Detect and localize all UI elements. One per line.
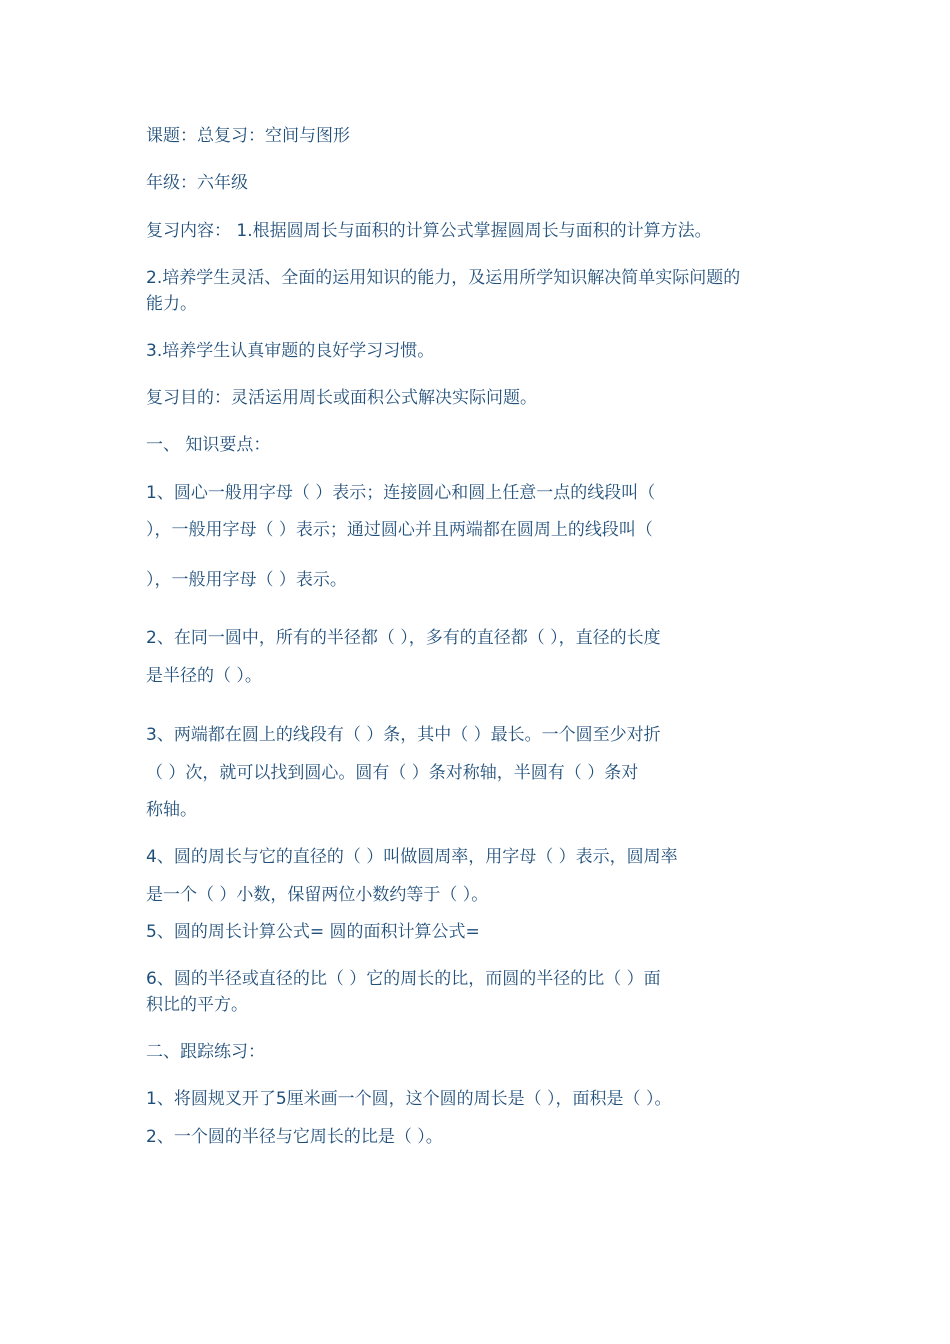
section-heading-knowledge: 一、 知识要点：	[146, 435, 271, 455]
question-2-line-1: 2、在同一圆中，所有的半径都（ ），多有的直径都（ ），直径的长度	[146, 628, 661, 648]
practice-2: 2、一个圆的半径与它周长的比是（ ）。	[146, 1127, 443, 1147]
review-content-line-1: 复习内容： 1.根据圆周长与面积的计算公式掌握圆周长与面积的计算方法。	[146, 221, 712, 241]
review-content-line-4: 3.培养学生认真审题的良好学习习惯。	[146, 341, 435, 361]
question-1-line-3: ），一般用字母（ ）表示。	[146, 570, 347, 590]
review-content-line-3: 能力。	[146, 294, 197, 314]
question-6-line-2: 积比的平方。	[146, 995, 248, 1015]
question-1-line-2: ），一般用字母（ ）表示；通过圆心并且两端都在圆周上的线段叫（	[146, 520, 653, 540]
question-1-line-1: 1、圆心一般用字母（ ）表示；连接圆心和圆上任意一点的线段叫（	[146, 483, 656, 503]
question-5: 5、圆的周长计算公式= 圆的面积计算公式=	[146, 922, 480, 942]
question-3-line-3: 称轴。	[146, 800, 197, 820]
section-heading-practice: 二、跟踪练习：	[146, 1042, 265, 1062]
question-6-line-1: 6、圆的半径或直径的比（ ）它的周长的比，而圆的半径的比（ ）面	[146, 969, 661, 989]
question-2-line-2: 是半径的（ ）。	[146, 666, 262, 686]
question-3-line-1: 3、两端都在圆上的线段有（ ）条，其中（ ）最长。一个圆至少对折	[146, 725, 661, 745]
grade-line: 年级：六年级	[146, 173, 248, 193]
practice-1: 1、将圆规叉开了5厘米画一个圆，这个圆的周长是（ ），面积是（ ）。	[146, 1089, 672, 1109]
question-4-line-1: 4、圆的周长与它的直径的（ ）叫做圆周率，用字母（ ）表示，圆周率	[146, 847, 678, 867]
question-3-line-2: （ ）次，就可以找到圆心。圆有（ ）条对称轴，半圆有（ ）条对	[146, 763, 639, 783]
question-4-line-2: 是一个（ ）小数，保留两位小数约等于（ ）。	[146, 885, 489, 905]
lesson-title: 课题：总复习：空间与图形	[146, 126, 350, 146]
review-purpose: 复习目的：灵活运用周长或面积公式解决实际问题。	[146, 388, 537, 408]
review-content-line-2: 2.培养学生灵活、全面的运用知识的能力，及运用所学知识解决简单实际问题的	[146, 268, 741, 288]
